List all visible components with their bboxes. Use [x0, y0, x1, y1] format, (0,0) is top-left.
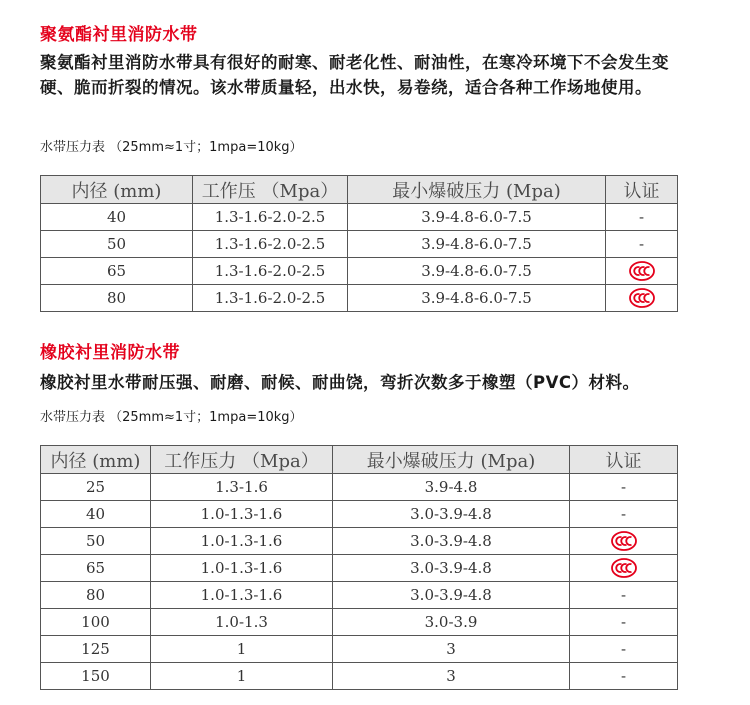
- table-row: [41, 501, 678, 528]
- table-row: [41, 609, 678, 636]
- pu-pressure-table: [40, 175, 678, 312]
- cell-working-pressure: 1: [151, 636, 333, 663]
- cell-diameter: 40: [41, 204, 193, 231]
- cell-diameter: 80: [41, 285, 193, 312]
- cell-diameter: 25: [41, 474, 151, 501]
- cell-certification: -: [570, 474, 678, 501]
- cell-burst-pressure: 3.0-3.9-4.8: [333, 528, 570, 555]
- cell-burst-pressure: 3.0-3.9-4.8: [333, 555, 570, 582]
- table-row: [41, 258, 678, 285]
- cell-working-pressure: 1.0-1.3-1.6: [151, 501, 333, 528]
- cell-certification: -: [570, 663, 678, 690]
- table-row: [41, 663, 678, 690]
- cell-burst-pressure: 3.0-3.9-4.8: [333, 501, 570, 528]
- cell-working-pressure: 1.3-1.6: [151, 474, 333, 501]
- cell-certification: -: [570, 636, 678, 663]
- cell-certification: -: [606, 204, 678, 231]
- table-row: [41, 204, 678, 231]
- ccc-mark-icon: [611, 531, 637, 549]
- cell-diameter: 125: [41, 636, 151, 663]
- table-row: [41, 474, 678, 501]
- cell-diameter: 80: [41, 582, 151, 609]
- cell-burst-pressure: 3.0-3.9: [333, 609, 570, 636]
- rubber-pressure-table: [40, 445, 678, 690]
- cell-working-pressure: 1.3-1.6-2.0-2.5: [193, 285, 348, 312]
- cell-burst-pressure: 3: [333, 663, 570, 690]
- pu-section-title: 聚氨酯衬里消防水带: [40, 25, 198, 45]
- cell-burst-pressure: 3.9-4.8: [333, 474, 570, 501]
- cell-diameter: 50: [41, 528, 151, 555]
- cell-working-pressure: 1.3-1.6-2.0-2.5: [193, 258, 348, 285]
- pu-table-caption: 水带压力表 （25mm≈1寸；1mpa=10kg）: [40, 140, 303, 155]
- cell-certification: [606, 258, 678, 285]
- cell-certification: -: [570, 609, 678, 636]
- cell-diameter: 100: [41, 609, 151, 636]
- table-row: [41, 636, 678, 663]
- header-certification: 认证: [606, 176, 678, 204]
- cell-burst-pressure: 3.9-4.8-6.0-7.5: [348, 204, 606, 231]
- table-row: [41, 285, 678, 312]
- cell-working-pressure: 1.3-1.6-2.0-2.5: [193, 204, 348, 231]
- cell-working-pressure: 1.0-1.3: [151, 609, 333, 636]
- cell-working-pressure: 1.0-1.3-1.6: [151, 582, 333, 609]
- header-diameter: 内径 (mm): [41, 176, 193, 204]
- cell-burst-pressure: 3.0-3.9-4.8: [333, 582, 570, 609]
- cell-burst-pressure: 3.9-4.8-6.0-7.5: [348, 285, 606, 312]
- table-row: [41, 582, 678, 609]
- cell-diameter: 65: [41, 555, 151, 582]
- rubber-description: 橡胶衬里水带耐压强、耐磨、耐候、耐曲饶，弯折次数多于橡塑（PVC）材料。: [40, 373, 640, 392]
- header-diameter: 内径 (mm): [41, 446, 151, 474]
- ccc-mark-icon: [611, 558, 637, 576]
- ccc-mark-icon: [629, 288, 655, 306]
- cell-certification: -: [570, 582, 678, 609]
- cell-working-pressure: 1.3-1.6-2.0-2.5: [193, 231, 348, 258]
- cell-diameter: 50: [41, 231, 193, 258]
- cell-burst-pressure: 3.9-4.8-6.0-7.5: [348, 258, 606, 285]
- ccc-mark-icon: [629, 261, 655, 279]
- cell-burst-pressure: 3: [333, 636, 570, 663]
- header-working-pressure: 工作压力 （Mpa）: [151, 446, 333, 474]
- cell-certification: [570, 528, 678, 555]
- table-row: [41, 231, 678, 258]
- rubber-section-title: 橡胶衬里消防水带: [40, 343, 180, 363]
- cell-diameter: 65: [41, 258, 193, 285]
- cell-diameter: 40: [41, 501, 151, 528]
- cell-certification: -: [570, 501, 678, 528]
- rubber-table-caption: 水带压力表 （25mm≈1寸；1mpa=10kg）: [40, 410, 303, 425]
- table-row: [41, 555, 678, 582]
- header-certification: 认证: [570, 446, 678, 474]
- header-burst-pressure: 最小爆破压力 (Mpa): [333, 446, 570, 474]
- cell-working-pressure: 1.0-1.3-1.6: [151, 528, 333, 555]
- cell-diameter: 150: [41, 663, 151, 690]
- header-working-pressure: 工作压 （Mpa）: [193, 176, 348, 204]
- cell-certification: [606, 285, 678, 312]
- cell-working-pressure: 1: [151, 663, 333, 690]
- cell-burst-pressure: 3.9-4.8-6.0-7.5: [348, 231, 606, 258]
- cell-certification: -: [606, 231, 678, 258]
- table-row: [41, 528, 678, 555]
- pu-description: 聚氨酯衬里消防水带具有很好的耐寒、耐老化性、耐油性，在寒冷环境下不会发生变硬、脆而折裂的情况。该水带质量轻，出水快，易卷绕，适合各种工作场地使用。: [40, 53, 669, 97]
- cell-certification: [570, 555, 678, 582]
- cell-working-pressure: 1.0-1.3-1.6: [151, 555, 333, 582]
- header-burst-pressure: 最小爆破压力 (Mpa): [348, 176, 606, 204]
